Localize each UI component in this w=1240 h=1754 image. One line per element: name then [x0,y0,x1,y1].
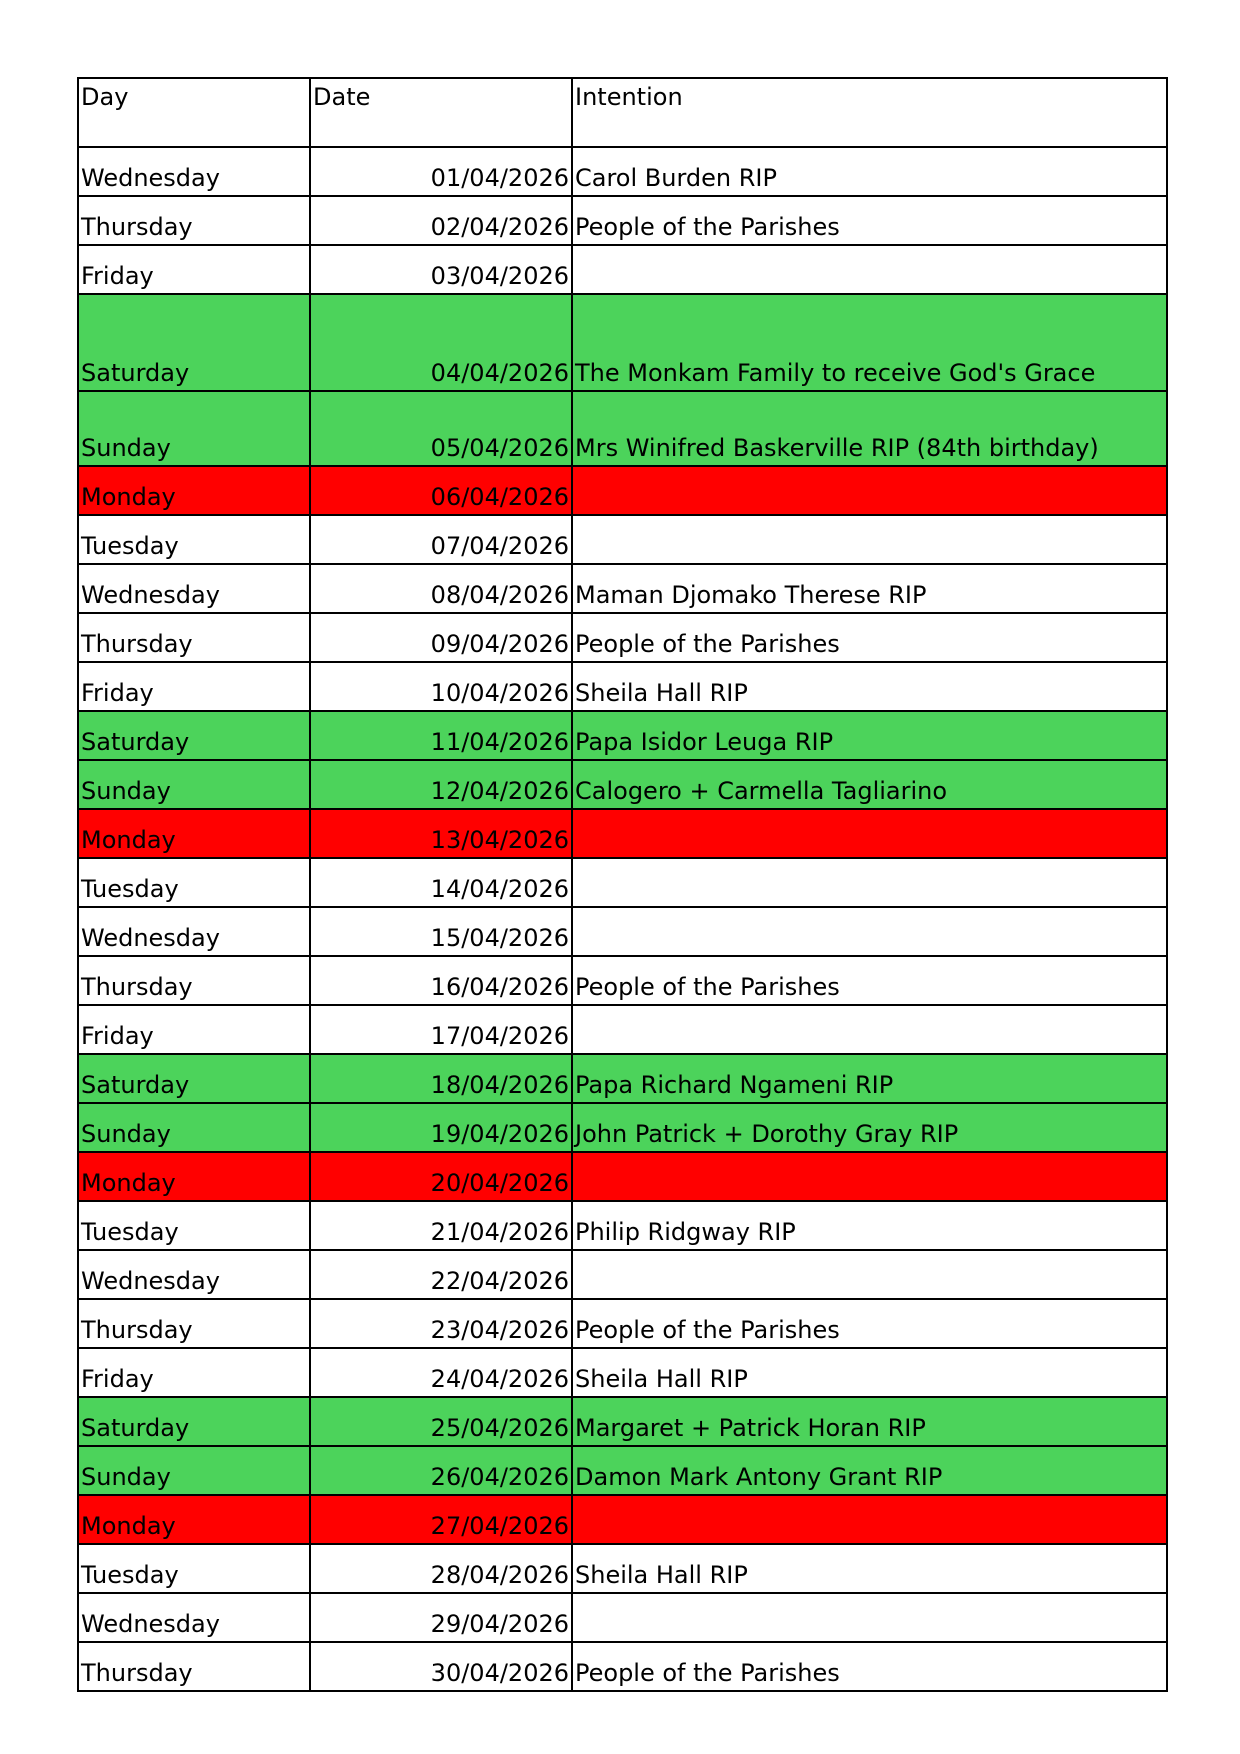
header-date: Date [310,78,572,147]
intention-cell: Sheila Hall RIP [572,1348,1167,1397]
intention-cell: Maman Djomako Therese RIP [572,564,1167,613]
day-cell: Thursday [78,196,310,245]
date-cell: 10/04/2026 [310,662,572,711]
table-body [78,78,1167,1691]
date-cell: 04/04/2026 [310,294,572,391]
header-day: Day [78,78,310,147]
day-cell: Monday [78,809,310,858]
table-row [78,858,1167,907]
day-cell: Friday [78,1348,310,1397]
table-row [78,662,1167,711]
day-cell: Friday [78,245,310,294]
header-row [78,78,1167,147]
day-cell: Thursday [78,956,310,1005]
table-row [78,1103,1167,1152]
intention-cell: People of the Parishes [572,196,1167,245]
day-cell: Tuesday [78,1544,310,1593]
day-cell: Tuesday [78,858,310,907]
date-cell: 12/04/2026 [310,760,572,809]
table-row [78,907,1167,956]
intention-cell [572,858,1167,907]
intention-cell [572,907,1167,956]
date-cell: 20/04/2026 [310,1152,572,1201]
date-cell: 18/04/2026 [310,1054,572,1103]
date-cell: 29/04/2026 [310,1593,572,1642]
intention-cell: Carol Burden RIP [572,147,1167,196]
table-row [78,1299,1167,1348]
day-cell: Sunday [78,391,310,466]
table-row [78,1495,1167,1544]
date-cell: 19/04/2026 [310,1103,572,1152]
table-row [78,1250,1167,1299]
table-row [78,1201,1167,1250]
date-cell: 23/04/2026 [310,1299,572,1348]
header-intention: Intention [572,78,1167,147]
day-cell: Wednesday [78,564,310,613]
intention-cell: People of the Parishes [572,956,1167,1005]
day-cell: Sunday [78,760,310,809]
intention-cell: John Patrick + Dorothy Gray RIP [572,1103,1167,1152]
day-cell: Tuesday [78,1201,310,1250]
table-row [78,1397,1167,1446]
table-row [78,1005,1167,1054]
date-cell: 30/04/2026 [310,1642,572,1691]
date-cell: 22/04/2026 [310,1250,572,1299]
day-cell: Wednesday [78,907,310,956]
day-cell: Thursday [78,613,310,662]
table-row [78,1152,1167,1201]
table-row [78,245,1167,294]
intention-cell: Calogero + Carmella Tagliarino [572,760,1167,809]
day-cell: Friday [78,1005,310,1054]
day-cell: Thursday [78,1299,310,1348]
table-row [78,196,1167,245]
table-row [78,711,1167,760]
day-cell: Friday [78,662,310,711]
table-row [78,1642,1167,1691]
date-cell: 15/04/2026 [310,907,572,956]
day-cell: Wednesday [78,147,310,196]
mass-intentions-table [77,77,1168,1692]
table-row [78,1054,1167,1103]
intention-cell: People of the Parishes [572,1299,1167,1348]
day-cell: Sunday [78,1103,310,1152]
table-row [78,1544,1167,1593]
table-row [78,1593,1167,1642]
table-row [78,391,1167,466]
day-cell: Wednesday [78,1250,310,1299]
intention-cell: People of the Parishes [572,613,1167,662]
date-cell: 05/04/2026 [310,391,572,466]
date-cell: 01/04/2026 [310,147,572,196]
intention-cell: Papa Isidor Leuga RIP [572,711,1167,760]
date-cell: 27/04/2026 [310,1495,572,1544]
intention-cell [572,1152,1167,1201]
table-row [78,809,1167,858]
date-cell: 16/04/2026 [310,956,572,1005]
date-cell: 07/04/2026 [310,515,572,564]
date-cell: 06/04/2026 [310,466,572,515]
table-row [78,1348,1167,1397]
date-cell: 08/04/2026 [310,564,572,613]
intention-cell [572,1250,1167,1299]
intention-cell: Sheila Hall RIP [572,1544,1167,1593]
date-cell: 25/04/2026 [310,1397,572,1446]
date-cell: 17/04/2026 [310,1005,572,1054]
day-cell: Saturday [78,1397,310,1446]
date-cell: 14/04/2026 [310,858,572,907]
intention-cell [572,245,1167,294]
intention-cell: Sheila Hall RIP [572,662,1167,711]
date-cell: 28/04/2026 [310,1544,572,1593]
day-cell: Sunday [78,1446,310,1495]
day-cell: Saturday [78,294,310,391]
date-cell: 24/04/2026 [310,1348,572,1397]
day-cell: Monday [78,1152,310,1201]
date-cell: 02/04/2026 [310,196,572,245]
intention-cell: The Monkam Family to receive God's Grace [572,294,1167,391]
date-cell: 11/04/2026 [310,711,572,760]
intention-cell [572,515,1167,564]
day-cell: Monday [78,466,310,515]
intention-cell: Papa Richard Ngameni RIP [572,1054,1167,1103]
table-row [78,1446,1167,1495]
date-cell: 03/04/2026 [310,245,572,294]
intention-cell [572,1593,1167,1642]
date-cell: 13/04/2026 [310,809,572,858]
intention-cell: Damon Mark Antony Grant RIP [572,1446,1167,1495]
date-cell: 21/04/2026 [310,1201,572,1250]
table-row [78,613,1167,662]
day-cell: Tuesday [78,515,310,564]
day-cell: Monday [78,1495,310,1544]
intention-cell [572,466,1167,515]
intention-cell: Philip Ridgway RIP [572,1201,1167,1250]
intention-cell [572,809,1167,858]
table-row [78,564,1167,613]
table-row [78,760,1167,809]
intention-cell: Mrs Winifred Baskerville RIP (84th birthday) [572,391,1167,466]
day-cell: Wednesday [78,1593,310,1642]
intention-cell: People of the Parishes [572,1642,1167,1691]
table-row [78,515,1167,564]
day-cell: Saturday [78,1054,310,1103]
date-cell: 09/04/2026 [310,613,572,662]
date-cell: 26/04/2026 [310,1446,572,1495]
day-cell: Saturday [78,711,310,760]
table-row [78,956,1167,1005]
table-row [78,294,1167,391]
table-row [78,466,1167,515]
intention-cell: Margaret + Patrick Horan RIP [572,1397,1167,1446]
day-cell: Thursday [78,1642,310,1691]
intention-cell [572,1495,1167,1544]
intention-cell [572,1005,1167,1054]
table-row [78,147,1167,196]
